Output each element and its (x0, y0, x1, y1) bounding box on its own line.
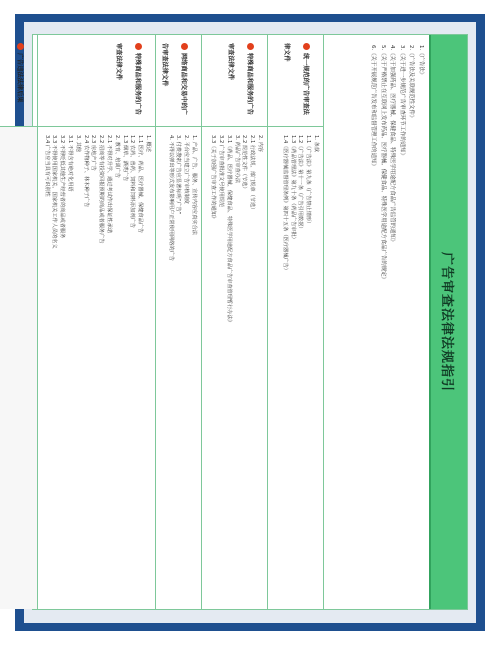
section-line: 1.2《广告法》第十一条（广告引用数据） (297, 135, 304, 232)
section-title: 特殊商品和服务的广告审查法律文件 (115, 43, 141, 115)
document-title: 广告审查法律法规指引 (439, 251, 455, 392)
section-line: 3. 药品广告审查办法 (233, 135, 240, 184)
section-row (37, 35, 155, 609)
section-line: 1.1 医疗、药品、医疗器械、保健食品广告 (137, 135, 144, 234)
bullet-icon (247, 43, 254, 50)
section-title: 广告违法法律后果 (16, 53, 23, 103)
section-title: 统一规范的广告审查法律文件 (283, 43, 309, 115)
section-line: 1.1《广告法》第九条（广告禁止情形） (305, 135, 312, 227)
section-line: 2.2 招商等有投资回报预期的商品或者服务广告 (98, 135, 105, 244)
section-line: 1.3 烟草、酒类广告 (121, 135, 128, 182)
section-line: 3.2 不得贬低其他生产经营者的商品或者服务 (59, 135, 66, 239)
section-row (267, 35, 323, 609)
section-line: 3.1 不得含有绝对化用语 (67, 135, 74, 192)
list-item: 2.《广告法及关联规范性文件》 (408, 45, 415, 121)
section-line: 2. 教育、培训广告 (113, 135, 120, 178)
list-item: 3.《关于进一步规范广告审查环节工作的通知》 (399, 45, 405, 158)
section-row (155, 35, 201, 609)
section-line: 3.3 不得使用国家机关、国家机关工作人员的名义 (51, 135, 58, 249)
section-header (38, 35, 155, 127)
section-body (38, 127, 155, 609)
section-line: 3.2 广告审查批准文号使用规范 (218, 135, 225, 208)
title-bar (429, 35, 467, 609)
rotated-document (16, 34, 468, 610)
section-title: 网络商品和交易中的广告审查法律文件 (161, 43, 187, 115)
section-line: 1.3《药品管理法》第九十条（药品广告审批） (289, 135, 296, 242)
section-line: 3.4 广告应当具有可识别性 (43, 135, 50, 197)
section-header (268, 35, 323, 127)
section-line: 3.1《药品、医疗器械、保健食品、特殊医学用途配方食品广告审查管理暂行办法》 (225, 135, 232, 325)
section-line: 1. 概述 (145, 135, 151, 152)
section-body (156, 127, 201, 609)
section-line: 2.3 房地产广告 (90, 135, 97, 171)
list-item: 1.《广告法》 (418, 45, 424, 78)
section-line: 3.3《关于加强广告审查工作的通知》 (210, 135, 217, 222)
section-line: 1. 条款 (313, 135, 319, 152)
section-line: 1. 产品、广告、服务、宣传内容应真实合法 (191, 135, 197, 235)
page-background (16, 22, 476, 623)
bullet-icon (181, 43, 188, 50)
section-line: 2.1 不得对升学、通过考试作出保证性承诺 (106, 135, 113, 234)
section-body (0, 127, 37, 609)
list-item: 4.《关于加强药品、医疗器械、保健食品、特殊医学用途配方食品广告监管的通知》 (389, 45, 396, 245)
section-row (201, 35, 267, 609)
section-line: 4. 不得以弹出等形式发布影响用户正常使用网络的广告 (167, 135, 174, 261)
section-body (268, 127, 323, 609)
section-body (202, 127, 267, 609)
section-header (0, 35, 37, 127)
page-border (15, 14, 485, 631)
bullet-icon (17, 43, 24, 50)
regulation-list (323, 35, 431, 609)
list-item: 5.《关于严格禁止在互联网上发布药品、医疗器械、保健食品、特殊医学用途配方食品广告的规定》 (380, 45, 386, 282)
section-line: 2.1 行政法规、部门规章（节选） (249, 135, 256, 213)
section-header (156, 35, 201, 127)
section-line: 2. 内容 (257, 135, 263, 152)
section-line: 2.4 农作物种子、林木种子广告 (82, 135, 89, 208)
section-row (0, 35, 37, 609)
section-line: 1.2 农药、兽药、饲料和饲料添加剂广告 (129, 135, 136, 228)
bullet-icon (303, 43, 310, 50)
section-line: 2.2 规范性文件（节选） (241, 135, 248, 192)
section-line: 1.4《医疗器械监督管理条例》第四十五条（医疗器械广告） (281, 135, 288, 273)
section-header (202, 35, 267, 127)
bullet-icon (135, 43, 142, 50)
section-line: 2. 平台应当建立广告审核制度 (183, 135, 190, 204)
section-line: 3. 其他 (74, 135, 81, 152)
section-line: 3. 付费搜索广告应显著标明“广告” (175, 135, 182, 215)
list-item: 6.《关于开展规范广告发布和监督管理工作的通知》 (370, 45, 377, 169)
section-title: 特殊商品和服务的广告审查法律文件 (227, 43, 253, 115)
